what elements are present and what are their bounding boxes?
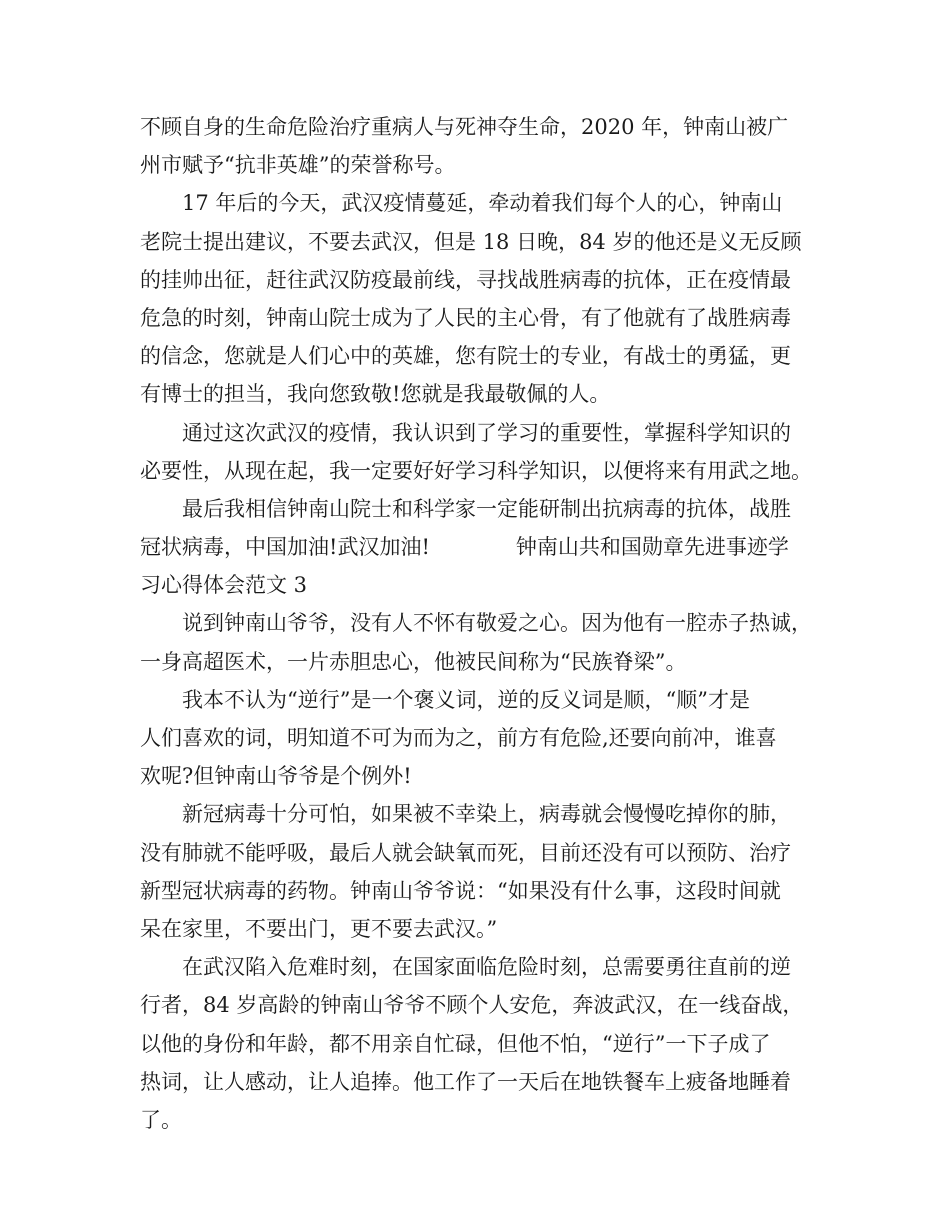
text-line: 不顾自身的生命危险治疗重病人与死神夺生命，2020 年，钟南山被广 [140, 115, 789, 139]
text-line: 在武汉陷入危难时刻，在国家面临危险时刻，总需要勇往直前的逆 [182, 955, 791, 980]
text-line: 热词，让人感动，让人追捧。他工作了一天后在地铁餐车上疲备地睡着 [140, 1069, 791, 1094]
text-line: 我本不认为“逆行”是一个褒义词，逆的反义词是顺，“顺”才是 [182, 687, 750, 712]
text-line [140, 528, 840, 566]
text-line: 行者，84 岁高龄的钟南山爷爷不顾个人安危，奔波武汉，在一线奋战， [140, 993, 804, 1018]
text-line: 危急的时刻，钟南山院士成为了人民的主心骨，有了他就有了战胜病毒 [140, 305, 791, 330]
text-line: 的信念，您就是人们心中的英雄，您有院士的专业，有战士的勇猛，更 [140, 344, 791, 369]
text-line: 欢呢?但钟南山爷爷是个例外! [140, 764, 412, 789]
text-line: 有博士的担当，我向您致敬!您就是我最敬佩的人。 [140, 382, 611, 407]
text-line: 说到钟南山爷爷，没有人不怀有敬爱之心。因为他有一腔赤子热诚， [182, 611, 812, 636]
text-line: 以他的身份和年龄，都不用亲自忙碌，但他不怕，“逆行”一下子成了 [140, 1031, 771, 1056]
text-line: 没有肺就不能呼吸，最后人就会缺氧而死，目前还没有可以预防、治疗 [140, 840, 791, 865]
text-fragment: 冠状病毒，中国加油!武汉加油! [140, 535, 430, 560]
section-heading-line: 习心得体会范文 3 [140, 573, 308, 598]
text-line: 通过这次武汉的疫情，我认识到了学习的重要性，掌握科学知识的 [182, 420, 791, 445]
text-line: 新冠病毒十分可怕，如果被不幸染上，病毒就会慢慢吃掉你的肺， [182, 802, 791, 827]
text-line: 呆在家里，不要出门，更不要去武汉。” [140, 916, 498, 941]
text-line: 17 年后的今天，武汉疫情蔓延，牵动着我们每个人的心，钟南山 [182, 191, 783, 216]
document-body [140, 108, 840, 1139]
text-line: 必要性，从现在起，我一定要好好学习科学知识，以便将来有用武之地。 [140, 458, 812, 483]
text-line: 新型冠状病毒的药物。钟南山爷爷说：“如果没有什么事，这段时间就 [140, 878, 781, 903]
text-line: 老院士提出建议，不要去武汉，但是 18 日晚，84 岁的他还是义无反顾 [140, 229, 802, 254]
text-line: 的挂帅出征，赶往武汉防疫最前线，寻找战胜病毒的抗体，正在疫情最 [140, 267, 791, 292]
section-heading-part: 钟南山共和国勋章先进事迹学 [515, 535, 789, 560]
text-line: 人们喜欢的词，明知道不可为而为之，前方有危险,还要向前冲，谁喜 [140, 726, 777, 750]
text-line: 最后我相信钟南山院士和科学家一定能研制出抗病毒的抗体，战胜 [182, 496, 791, 521]
text-line: 州市赋予“抗非英雄”的荣誉称号。 [140, 153, 456, 178]
text-line: 一身高超医术，一片赤胆忠心，他被民间称为“民族脊梁”。 [140, 649, 687, 674]
text-line: 了。 [140, 1107, 182, 1132]
